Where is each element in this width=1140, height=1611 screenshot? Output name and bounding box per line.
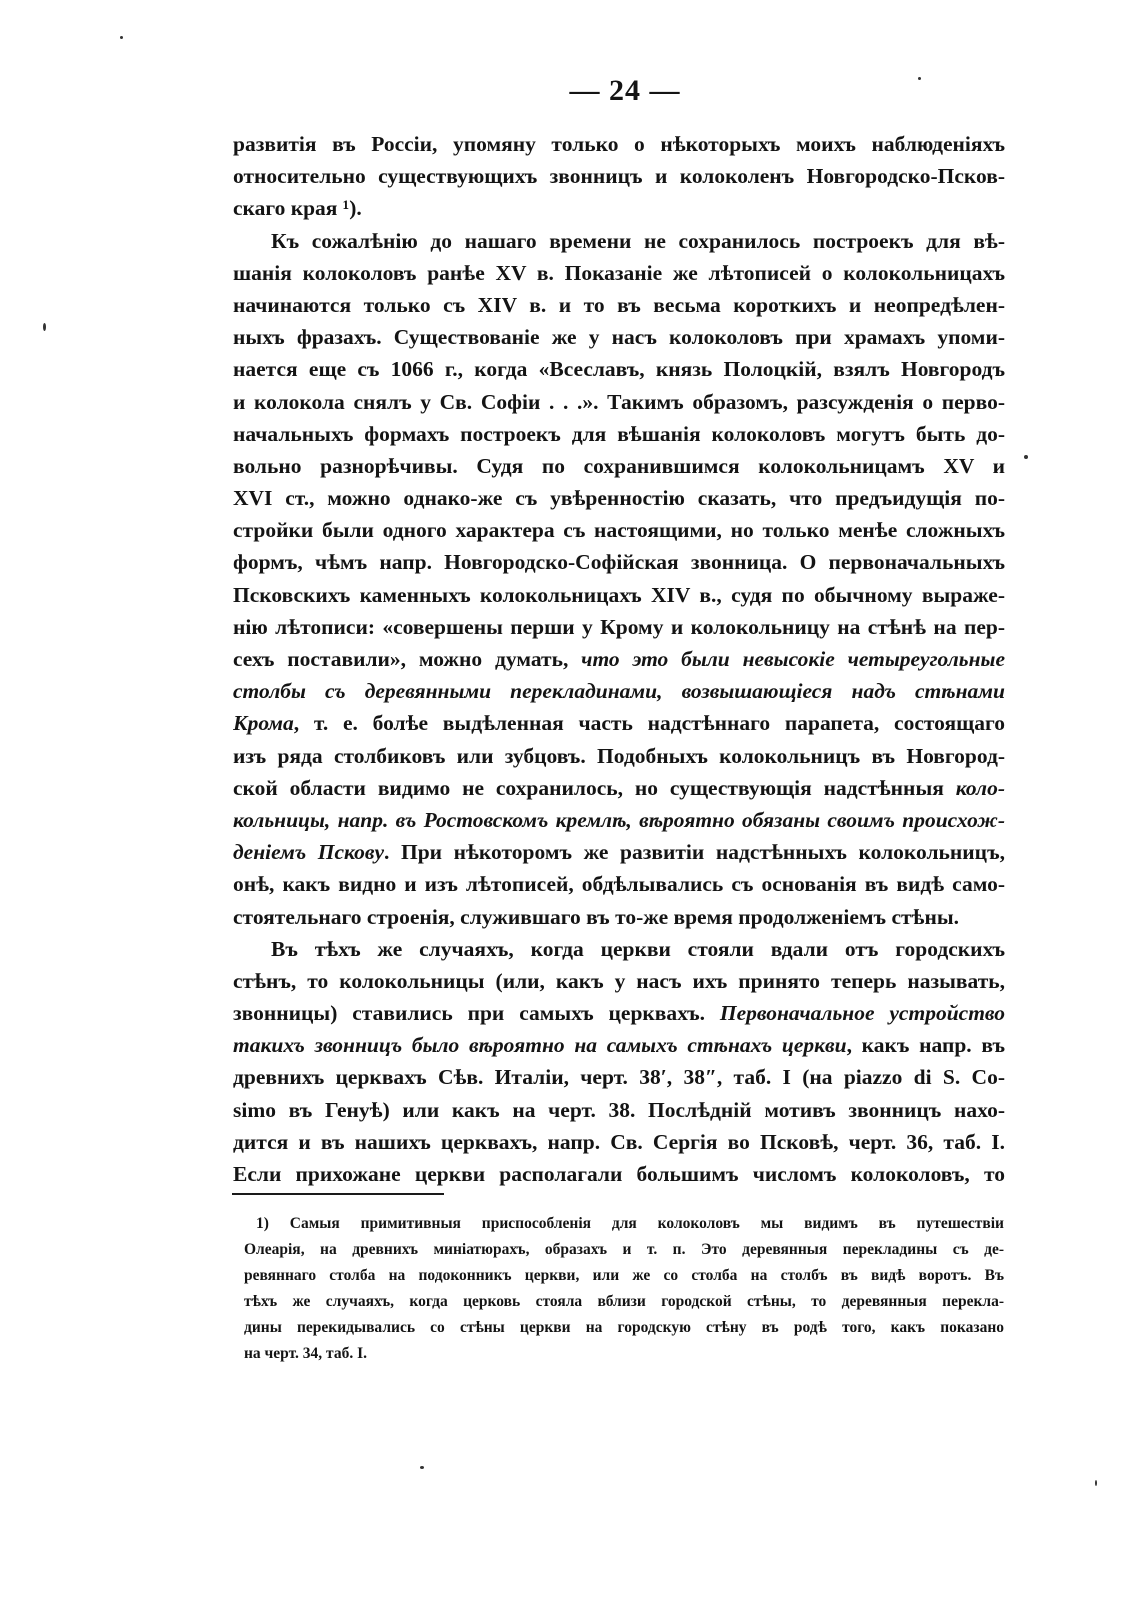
- text-segment: ныхъ фразахъ. Существованіе же у насъ колоколовъ при храмахъ упоми-: [233, 325, 1005, 350]
- text-line: развитія въ Россіи, упомяну только о нѣкоторыхъ моихъ наблюденіяхъ: [233, 132, 1005, 156]
- text-line: [233, 740, 1005, 772]
- scan-speck: [1095, 1480, 1097, 1486]
- text-line: [233, 514, 1005, 546]
- text-segment: . При нѣкоторомъ же развитіи надстѣнныхъ колокольницъ,: [384, 840, 1005, 865]
- text-segment: XVI ст., можно однако-же съ увѣренностію сказать, что предъидущія по-: [233, 486, 1005, 511]
- text-line: [233, 772, 1005, 804]
- footnote-divider: [232, 1193, 444, 1195]
- text-line: [233, 482, 1005, 514]
- footnote-line: на черт. 34, таб. I.: [244, 1345, 368, 1362]
- text-line: [233, 997, 1005, 1029]
- text-segment: дится и въ нашихъ церквахъ, напр. Св. Сергія во Псковѣ, черт. 36, таб. I.: [233, 1129, 1005, 1154]
- text-segment: , т. е. болѣе выдѣленная часть надстѣннаго парапета, состоящаго: [293, 711, 1005, 736]
- italic-segment: столбы съ деревянными перекладинами, возвышающіеся надъ стѣнами: [233, 679, 1005, 704]
- scan-speck: [918, 77, 921, 80]
- footnote-line: Олеарія, на древнихъ миніатюрахъ, образахъ и т. п. Это деревянныя перекладины съ де-: [244, 1241, 1004, 1258]
- text-line: [233, 868, 1005, 900]
- text-line: [233, 933, 1005, 965]
- italic-segment: такихъ звонницъ было вѣроятно на самыхъ стѣнахъ церкви: [233, 1033, 847, 1058]
- text-segment: онѣ, какъ видно и изъ лѣтописей, обдѣлывались съ основанія въ видѣ само-: [233, 872, 1005, 897]
- scan-speck: [420, 1466, 424, 1469]
- text-segment: звонницы) ставились при самыхъ церквахъ.: [233, 1001, 720, 1026]
- text-line: [233, 1126, 1005, 1158]
- text-segment: древнихъ церквахъ Сѣв. Италіи, черт. 38′, 38″, таб. I (на piazzo di S. Co-: [233, 1065, 1005, 1090]
- text-line: [233, 1061, 1005, 1093]
- text-segment: и колокола снялъ у Св. Софіи . . .». Такимъ образомъ, разсужденія о перво-: [233, 389, 1005, 414]
- text-segment: , какъ напр. въ: [846, 1033, 1005, 1058]
- text-line: [233, 675, 1005, 707]
- page-number: — 24 —: [569, 74, 681, 107]
- text-line: [233, 257, 1005, 289]
- italic-segment: Первоначальное устройство: [719, 1001, 1005, 1026]
- text-line: [233, 321, 1005, 353]
- text-line: [233, 546, 1005, 578]
- text-line: относительно существующихъ звонницъ и колоколенъ Новгородско-Псков-: [233, 164, 1005, 189]
- text-line: [233, 1029, 1005, 1061]
- text-line: [233, 289, 1005, 321]
- text-segment: ской области видимо не сохранилось, но существующія надстѣнныя: [233, 775, 956, 800]
- footnote-line: ревяннаго столба на подоконникъ церкви, или же со столба на столбъ въ видѣ воротъ. Въ: [244, 1267, 1004, 1284]
- text-line: [233, 386, 1005, 418]
- text-line: [233, 418, 1005, 450]
- text-line: скаго края ¹).: [233, 196, 362, 221]
- footnote-line: тѣхъ же случаяхъ, когда церковь стояла вблизи городской стѣны, то деревянныя перекла-: [244, 1293, 1004, 1310]
- text-line: [233, 804, 1005, 836]
- italic-segment: коло-: [955, 775, 1005, 800]
- text-line: [233, 1094, 1005, 1126]
- text-segment: Псковскихъ каменныхъ колокольницахъ XIV в., судя по обычному выраже-: [233, 582, 1005, 607]
- footnote-line: 1) Самыя примитивныя приспособленія для колоколовъ мы видимъ въ путешествіи: [256, 1215, 1004, 1232]
- text-segment: нается еще съ 1066 г., когда «Всеславъ, князь Полоцкій, взялъ Новгородъ: [233, 357, 1005, 382]
- text-line: [233, 965, 1005, 997]
- text-segment: simo въ Генуѣ) или какъ на черт. 38. Послѣдній мотивъ звонницъ нахо-: [233, 1097, 1005, 1122]
- text-segment: стройки были одного характера съ настоящими, но только менѣе сложныхъ: [233, 518, 1005, 543]
- text-segment: формъ, чѣмъ напр. Новгородско-Софійская звонница. О первоначальныхъ: [233, 550, 1005, 575]
- italic-segment: деніемъ Пскову: [233, 840, 385, 865]
- text-line: [233, 450, 1005, 482]
- text-segment: сехъ поставили», можно думать,: [233, 647, 582, 671]
- text-segment: стоятельнаго строенія, служившаго въ то-же время продолженіемъ стѣны.: [233, 904, 959, 929]
- text-line: [233, 611, 1005, 643]
- text-segment: стѣнъ, то колокольницы (или, какъ у насъ ихъ принято теперь называть,: [233, 968, 1005, 993]
- text-segment: изъ ряда столбиковъ или зубцовъ. Подобныхъ колокольницъ въ Новгород-: [233, 743, 1005, 768]
- italic-segment: что это были невысокіе четыреугольные: [581, 647, 1005, 671]
- footnote-line: дины перекидывались со стѣны церкви на городскую стѣну въ родѣ того, какъ показано: [244, 1319, 1004, 1336]
- main-text: [233, 128, 1005, 1190]
- text-segment: начинаются только съ XIV в. и то въ весьма короткихъ и неопредѣлен-: [233, 292, 1005, 317]
- text-segment: Если прихожане церкви располагали большимъ числомъ колоколовъ, то: [233, 1162, 1005, 1186]
- text-segment: вольно разнорѣчивы. Судя по сохранившимся колокольницамъ XV и: [233, 453, 1005, 478]
- text-line: [233, 1158, 1005, 1190]
- text-line: [233, 225, 1005, 257]
- text-segment: шанія колоколовъ ранѣе XV в. Показаніе же лѣтописей о колокольницахъ: [233, 260, 1005, 285]
- text-line: [233, 643, 1005, 675]
- scan-speck: [120, 36, 123, 39]
- footnote: [244, 1211, 1004, 1367]
- text-line: [233, 353, 1005, 385]
- text-segment: Къ сожалѣнію до нашаго времени не сохранилось построекъ для вѣ-: [271, 228, 1005, 253]
- scan-speck: [43, 323, 46, 331]
- text-segment: нію лѣтописи: «совершены перши у Крому и колокольницу на стѣнѣ на пер-: [233, 614, 1005, 639]
- text-segment: начальныхъ формахъ построекъ для вѣшанія колоколовъ могутъ быть до-: [233, 421, 1005, 446]
- text-line: [233, 901, 1005, 933]
- scan-speck: [1024, 455, 1028, 459]
- italic-segment: Крома: [233, 711, 294, 736]
- italic-segment: кольницы, напр. въ Ростовскомъ кремлѣ, вѣроятно обязаны своимъ происхож-: [233, 807, 1005, 832]
- text-segment: Въ тѣхъ же случаяхъ, когда церкви стояли вдали отъ городскихъ: [271, 936, 1005, 961]
- text-line: [233, 579, 1005, 611]
- text-line: [233, 836, 1005, 868]
- text-line: [233, 707, 1005, 739]
